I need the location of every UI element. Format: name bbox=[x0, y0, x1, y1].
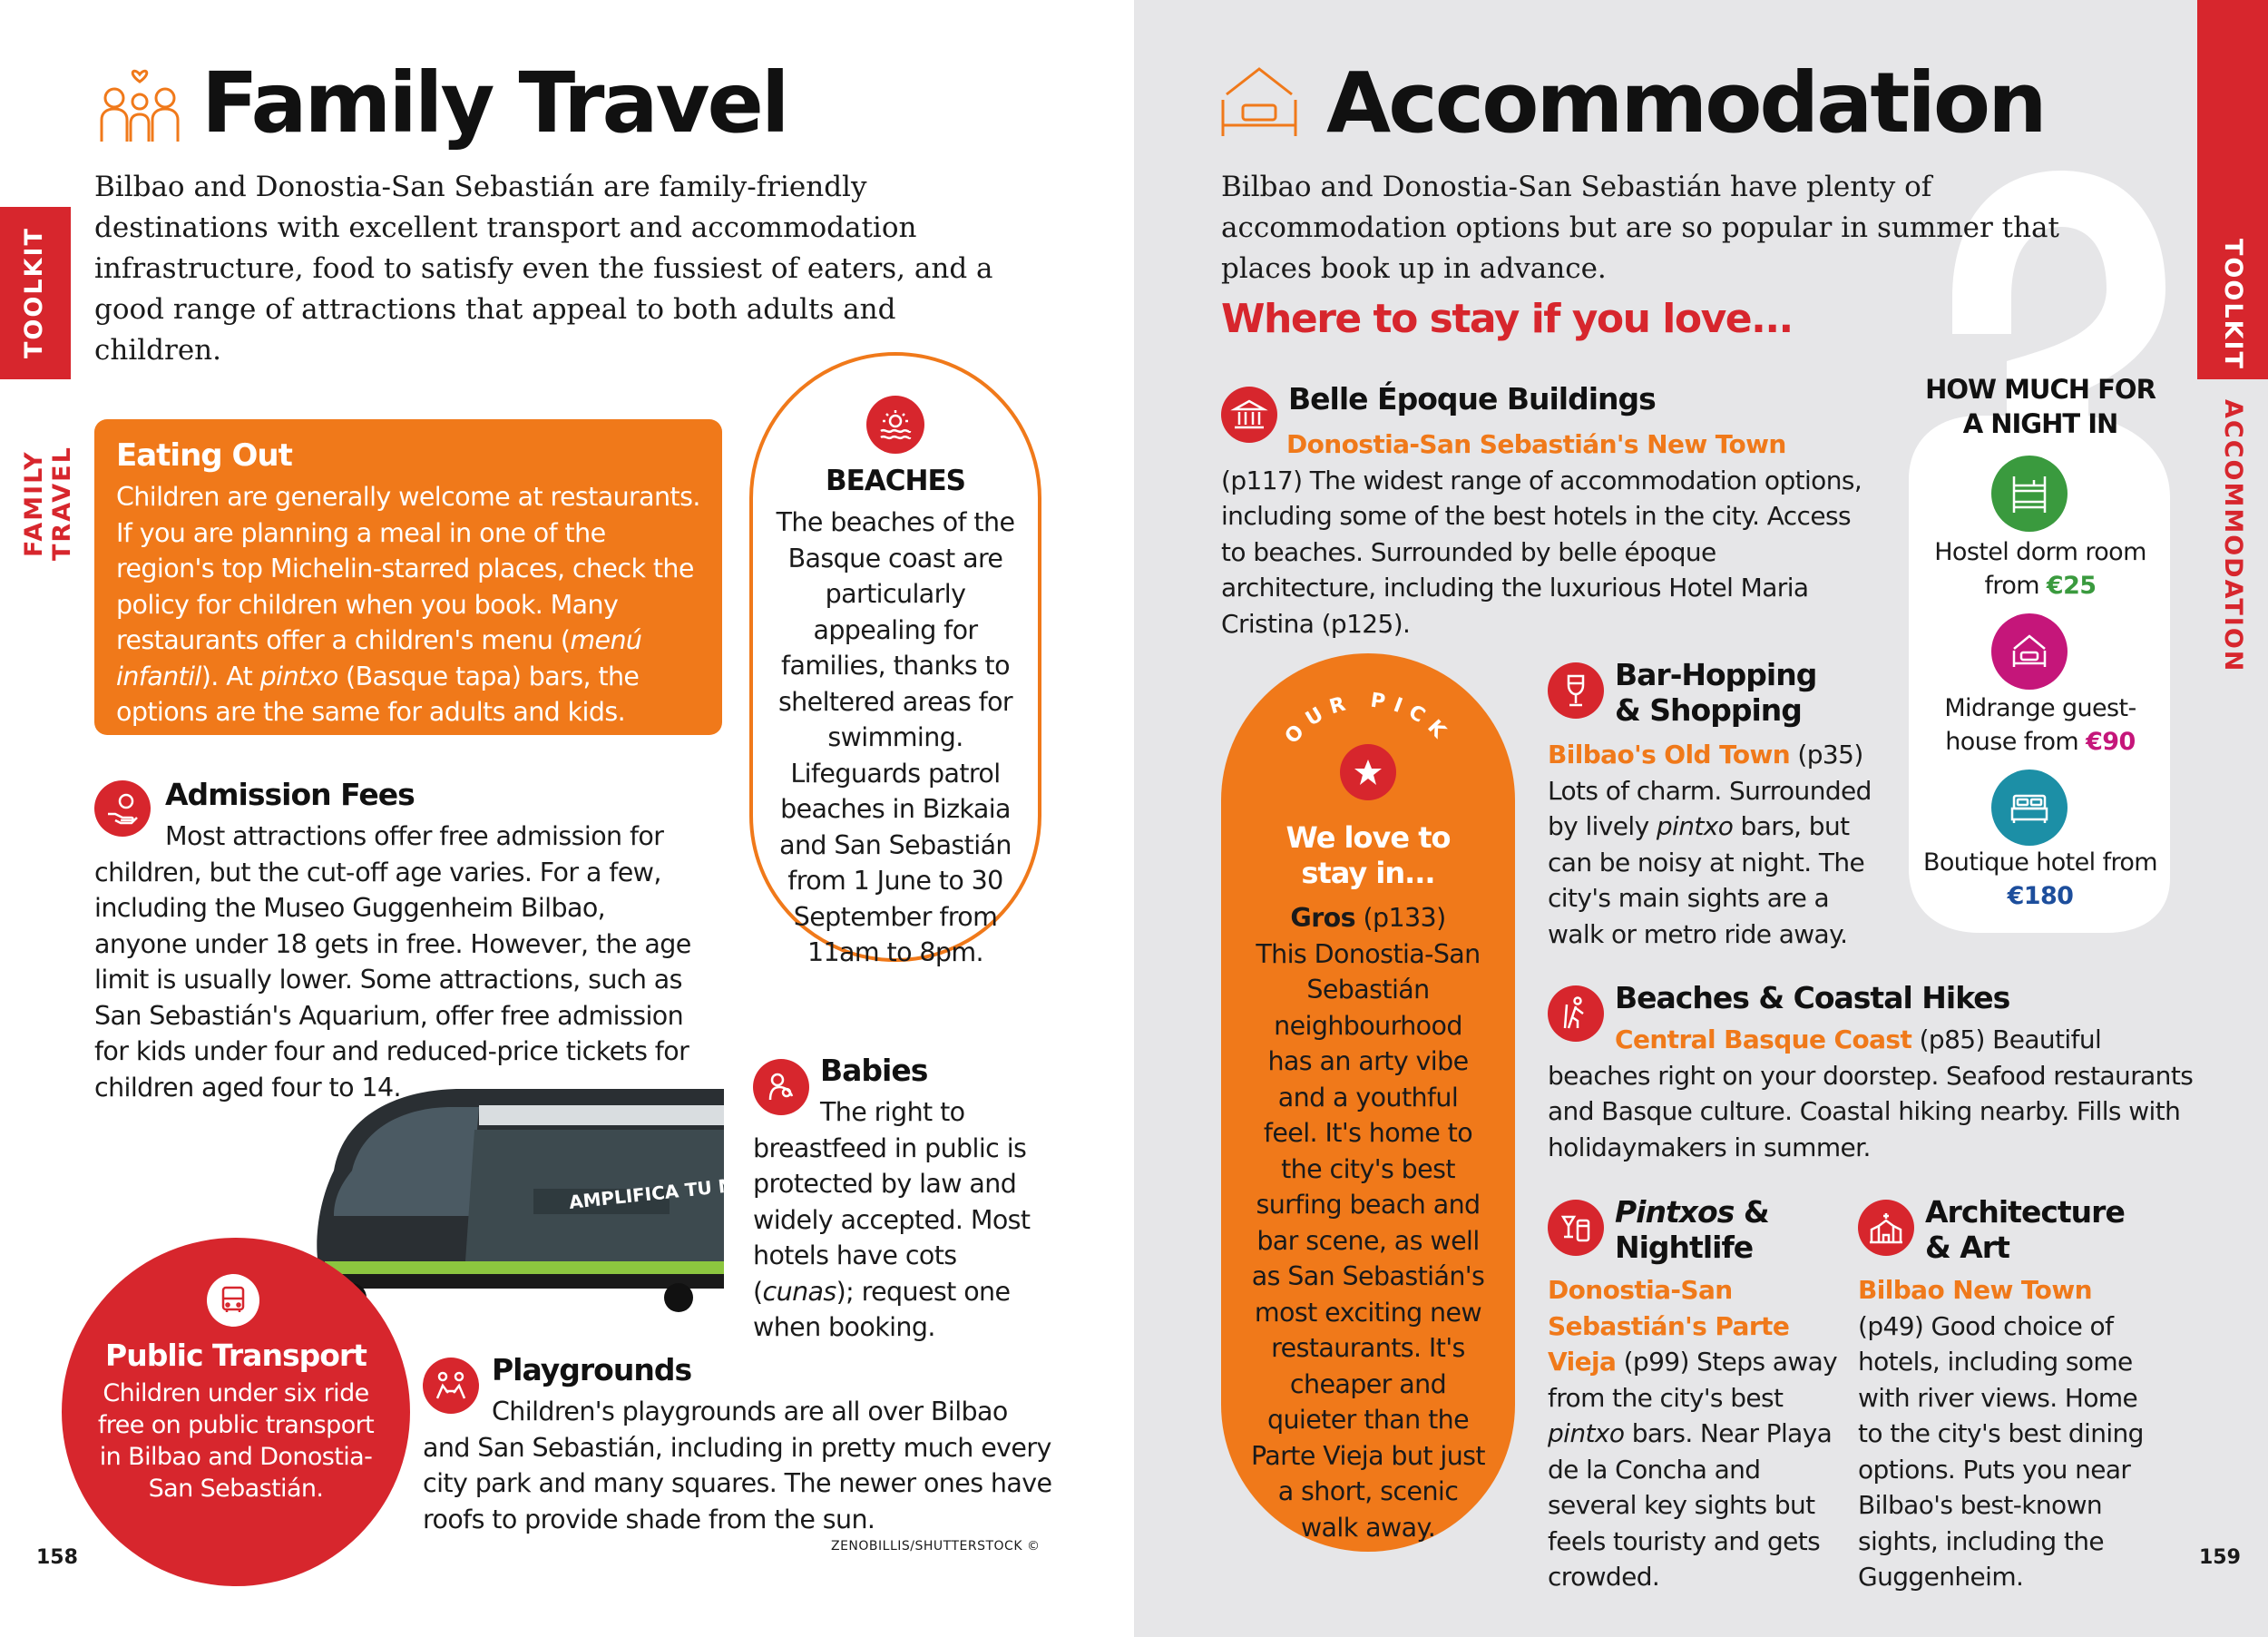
double-bed-icon bbox=[1991, 769, 2068, 846]
price-hostel: €25 bbox=[2046, 572, 2097, 600]
architecture-heading: Architecture & Art bbox=[1925, 1194, 2125, 1265]
bar-heading: Bar-Hopping & Shopping bbox=[1615, 657, 1817, 728]
where-to-stay-heading: Where to stay if you love... bbox=[1221, 296, 1793, 342]
tram-banner: AMPLIFICA TU MUNDO bbox=[568, 1167, 797, 1213]
price-midrange: €90 bbox=[2086, 728, 2136, 756]
wine-glass-icon bbox=[1548, 662, 1604, 719]
public-transport-heading: Public Transport bbox=[105, 1338, 367, 1373]
belle-heading: Belle Époque Buildings bbox=[1288, 381, 1656, 417]
beaches-text: The beaches of the Basque coast are particularly appealing for families, thanks to sheltered areas for swimming. Lifeguards patrol beaches in Bizkaia and San Sebastián from 1 June to 30 September from 11am to 8pm. bbox=[776, 507, 1015, 967]
public-transport-text: Children under six ride free on public transport in Bilbao and Donostia-San Sebastián. bbox=[97, 1379, 375, 1503]
babies-heading: Babies bbox=[820, 1053, 928, 1088]
page-number: 158 bbox=[36, 1546, 78, 1569]
playgrounds-heading: Playgrounds bbox=[492, 1352, 692, 1387]
architecture-link[interactable]: Bilbao New Town bbox=[1858, 1275, 2092, 1305]
cathedral-icon bbox=[1858, 1200, 1914, 1256]
tram-photo bbox=[298, 1080, 797, 1320]
bar-text: Bilbao's Old Town (p35) Lots of charm. Surrounded by lively pintxo bars, but can be noisy at night. The city's main sights are a walk or metro ride away. bbox=[1548, 740, 1872, 949]
price-item-midrange: Midrange guest-house from €90 bbox=[1944, 694, 2136, 756]
bunk-bed-icon bbox=[1991, 456, 2068, 532]
babies-text: The right to breastfeed in public is protected by law and widely accepted. Most hotels have cots (cunas); request one when booking. bbox=[753, 1097, 1031, 1342]
belle-link[interactable]: Donostia-San Sebastián's New Town bbox=[1286, 429, 1786, 459]
beaches-heading: BEACHES bbox=[826, 465, 965, 497]
guesthouse-icon bbox=[1991, 613, 2068, 690]
family-icon bbox=[94, 60, 185, 146]
beaches-coastal-text: Central Basque Coast (p85) Beautiful beaches right on your doorstep. Seafood restaurants and Basque culture. Coastal hiking nearby. Fills with holidaymakers in summer. bbox=[1548, 1024, 2194, 1162]
eating-out-text: Children are generally welcome at restaurants. If you are planning a meal in one of the region's top Michelin-starred places, check the policy for children when you book. Many restaurants offer a children's menu (menú infantil). At pintxo (Basque tapa) bars, the options are the same for adults and kids. bbox=[116, 482, 700, 727]
beaches-coastal-link[interactable]: Central Basque Coast bbox=[1615, 1024, 1912, 1054]
beaches-coastal-heading: Beaches & Coastal Hikes bbox=[1615, 980, 2010, 1015]
admission-heading: Admission Fees bbox=[165, 777, 415, 812]
side-tab-toolkit-label: TOOLKIT bbox=[20, 227, 48, 359]
intro-paragraph: Bilbao and Donostia-San Sebastián have plenty of accommodation options but are so popular in summer that places book up in advance. bbox=[1221, 171, 2059, 285]
page-number: 159 bbox=[2199, 1546, 2241, 1569]
pintxos-text: Donostia-San Sebastián's Parte Vieja (p99) Steps away from the city's best pintxo bars. Near Playa de la Concha and several key sights but feels touristy and gets crowded. bbox=[1548, 1275, 1838, 1592]
price-boutique: €180 bbox=[2007, 882, 2074, 910]
side-tab-section-label: ACCOMMODATION bbox=[2219, 399, 2247, 673]
eating-out-heading: Eating Out bbox=[116, 437, 292, 474]
our-pick-text: Gros (p133) This Donostia-San Sebastián neighbourhood has an arty vibe and a youthful feel. It's home to the city's best surfing beach and bar scene, as well as San Sebastián's most exciting new restaurants. It's cheaper and quieter than the Parte Vieja but just a short, scenic walk away. bbox=[1250, 903, 1485, 1543]
svg-text:OUR PICK: OUR PICK bbox=[1280, 690, 1456, 749]
pintxos-link[interactable]: Donostia-San Sebastián's Parte Vieja bbox=[1548, 1275, 1790, 1377]
beach-icon bbox=[866, 396, 924, 454]
photo-credit: ZENOBILLIS/SHUTTERSTOCK © bbox=[831, 1539, 1041, 1554]
right-page bbox=[1134, 0, 2268, 1637]
pintxos-heading: Pintxos & Nightlife bbox=[1615, 1194, 1769, 1265]
bed-icon bbox=[1217, 60, 1301, 143]
admission-text: Most attractions offer free admission for children, but the cut-off age varies. For a few, including the Museo Guggenheim Bilbao, anyone under 18 gets in free. However, the age limit is usually lower. Some attractions, such as San Sebastián's Aquarium, offer free admission for kids under four and reduced-price tickets for children aged four to 14. bbox=[94, 821, 691, 1103]
side-tab-toolkit-label: TOOLKIT bbox=[2219, 238, 2247, 370]
price-item-hostel: Hostel dorm room from €25 bbox=[1934, 538, 2146, 600]
architecture-text: Bilbao New Town (p49) Good choice of hotels, including some with river views. Home to the city's best dining options. Puts you near Bilbao's best-known sights, including the Guggenheim. bbox=[1858, 1275, 2144, 1592]
star-icon bbox=[1340, 744, 1396, 800]
our-pick-heading: We love to stay in... bbox=[1286, 820, 1451, 890]
belle-text: Donostia-San Sebastián's New Town (p117) The widest range of accommodation options, including some of the best hotels in the city. Access to beaches. Surrounded by belle époque architecture, including the luxurious Hotel Maria Cristina (p125). bbox=[1221, 429, 1862, 639]
our-pick-place: Gros bbox=[1290, 903, 1355, 933]
intro-paragraph: Bilbao and Donostia-San Sebastián are family-friendly destinations with excellent transport and accommodation infrastructure, food to satisfy even the fussiest of eaters, and a good range of attractions that appeal to both adults and children. bbox=[94, 171, 993, 367]
side-tab-section-label: FAMILY TRAVEL bbox=[20, 446, 76, 562]
price-item-boutique: Boutique hotel from €180 bbox=[1922, 848, 2158, 910]
price-card-heading: HOW MUCH FOR A NIGHT IN bbox=[1925, 374, 2156, 439]
page-title: Accommodation bbox=[1326, 54, 2045, 152]
bar-link[interactable]: Bilbao's Old Town bbox=[1548, 740, 1791, 769]
playgrounds-text: Children's playgrounds are all over Bilbao and San Sebastián, including in pretty much every city park and many squares. The newer ones have roofs to provide shade from the sun. bbox=[423, 1397, 1052, 1534]
page-title: Family Travel bbox=[201, 54, 787, 152]
drinks-icon bbox=[1548, 1200, 1604, 1256]
eating-out-box bbox=[94, 419, 722, 735]
bus-icon bbox=[207, 1274, 259, 1327]
